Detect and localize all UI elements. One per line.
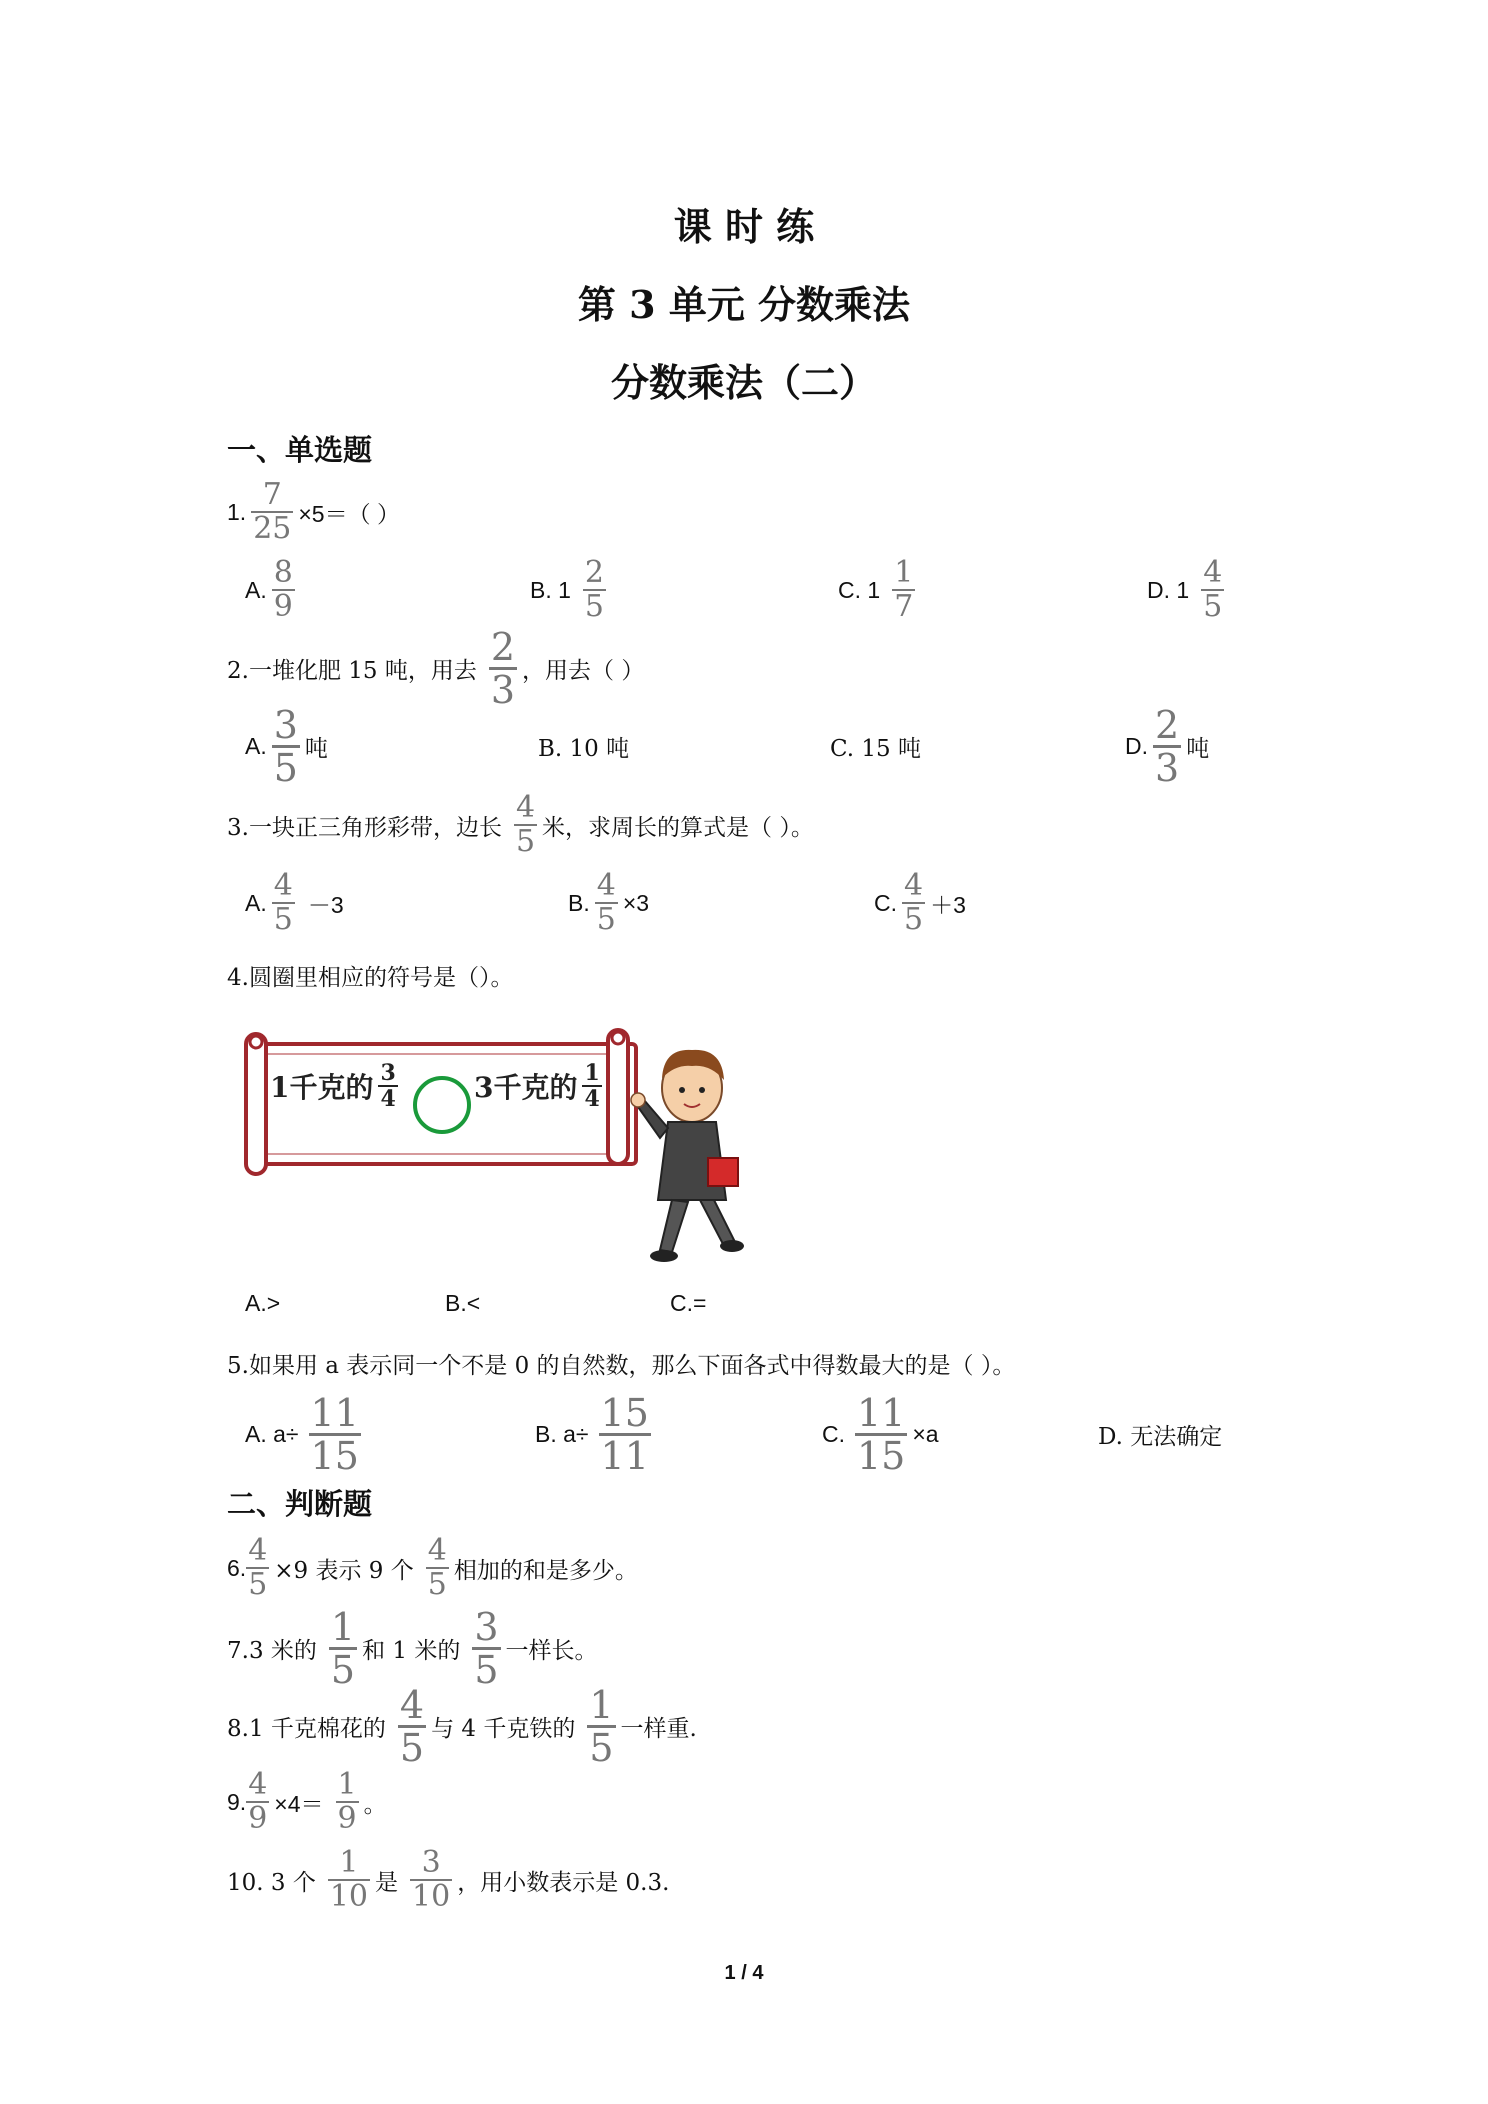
fraction	[410, 1845, 452, 1914]
fraction	[398, 1682, 426, 1770]
fraction	[246, 1533, 269, 1602]
boy-figure	[631, 1050, 744, 1262]
question-text: ×4＝	[274, 1790, 324, 1817]
fraction	[328, 1845, 370, 1914]
fraction	[582, 1062, 601, 1110]
option-a	[245, 702, 328, 790]
question-text-tail: 米，求周长的算式是（ ）。	[542, 814, 814, 841]
banner-right-text: 3千克的	[474, 1071, 578, 1104]
numerator: 8	[273, 555, 293, 590]
option-d	[1147, 555, 1229, 624]
numerator: 1	[589, 1682, 614, 1727]
option-text: ×3	[622, 889, 650, 916]
option-d	[1098, 1396, 1222, 1472]
fraction	[587, 1682, 615, 1770]
question-3	[227, 790, 814, 859]
denominator: 15	[857, 1433, 906, 1478]
denominator: 25	[253, 511, 292, 546]
fraction	[1153, 702, 1181, 790]
denominator: 11	[600, 1433, 649, 1478]
denominator: 5	[474, 1647, 499, 1692]
fraction	[855, 1390, 907, 1478]
denominator: 10	[329, 1879, 369, 1914]
section-heading-true-false: 二、判断题	[227, 1487, 373, 1521]
question-text-mid: 与 4 千克铁的	[431, 1715, 576, 1742]
unit-label: 吨	[304, 735, 328, 762]
numerator: 3	[380, 1060, 396, 1086]
question-2	[227, 624, 645, 712]
question-8	[227, 1682, 697, 1770]
question-text-tail: 一样长。	[505, 1637, 598, 1664]
numerator: 11	[310, 1390, 359, 1435]
numerator: 4	[273, 868, 293, 903]
numerator: 11	[857, 1390, 906, 1435]
fraction	[892, 555, 915, 624]
section-heading-single-choice: 一、单选题	[227, 433, 373, 467]
numerator: 2	[1155, 702, 1180, 747]
option-label: C.	[874, 889, 897, 916]
option-label: B. a÷	[535, 1420, 589, 1447]
option-label: C.	[822, 1420, 845, 1447]
fraction	[329, 1604, 357, 1692]
option-c	[838, 555, 920, 624]
numerator: 4	[596, 868, 616, 903]
fraction	[595, 868, 618, 937]
option-a	[245, 555, 300, 624]
numerator: 15	[600, 1390, 649, 1435]
denominator: 5	[904, 902, 924, 937]
numerator: 3	[273, 702, 298, 747]
option-c	[830, 708, 921, 784]
question-text-tail: 相加的和是多少。	[453, 1557, 638, 1584]
option-label: C. 1	[838, 576, 881, 603]
numerator: 4	[427, 1533, 447, 1568]
question-text: 10. 3 个	[227, 1869, 316, 1896]
numerator: 4	[248, 1767, 268, 1802]
option-label: B.	[568, 889, 590, 916]
denominator: 5	[589, 1725, 614, 1770]
question-7	[227, 1604, 598, 1692]
numerator: 4	[515, 790, 536, 825]
numerator: 2	[490, 624, 516, 669]
fraction	[378, 1062, 397, 1110]
option-a	[245, 868, 344, 937]
denominator: 9	[337, 1801, 357, 1836]
question-text-tail: ，用去（ ）	[522, 657, 645, 684]
denominator: 3	[1155, 745, 1180, 790]
option-text: C. 15 吨	[830, 735, 921, 762]
numerator: 3	[421, 1845, 441, 1880]
denominator: 5	[330, 1647, 356, 1692]
question-4-illustration	[240, 1020, 760, 1280]
denominator: 5	[584, 589, 605, 624]
denominator: 4	[584, 1086, 600, 1112]
fraction	[472, 1604, 500, 1692]
numerator: 4	[248, 1533, 268, 1568]
question-4	[227, 958, 513, 992]
denominator: 5	[515, 824, 536, 859]
numerator: 4	[1203, 555, 1223, 590]
question-text: 5.如果用 a 表示同一个不是 0 的自然数，那么下面各式中得数最大的是（ ）。	[227, 1352, 1016, 1379]
unit-title: 第 3 单元 分数乘法	[577, 282, 911, 327]
denominator: 5	[427, 1567, 447, 1602]
denominator: 9	[248, 1801, 268, 1836]
option-c	[670, 1290, 706, 1317]
option-c	[874, 868, 966, 937]
denominator: 15	[310, 1433, 359, 1478]
denominator: 5	[248, 1567, 268, 1602]
denominator: 5	[399, 1725, 425, 1770]
numerator: 1	[894, 555, 914, 590]
numerator: 3	[474, 1604, 499, 1649]
fraction	[489, 624, 517, 712]
numerator: 1	[339, 1845, 359, 1880]
option-label: D.	[1125, 732, 1148, 759]
page-number: 1 / 4	[724, 1962, 764, 1984]
fraction	[251, 477, 293, 546]
fraction	[514, 790, 537, 859]
denominator: 5	[273, 745, 298, 790]
question-text-mid: 和 1 米的	[362, 1637, 461, 1664]
denominator: 5	[273, 902, 293, 937]
numerator: 2	[584, 555, 605, 590]
option-text: C.=	[670, 1290, 707, 1316]
question-number: 1.	[227, 498, 247, 525]
question-text: 2.一堆化肥 15 吨，用去	[227, 657, 477, 684]
denominator: 4	[380, 1086, 396, 1112]
banner-left-expression	[270, 1062, 403, 1110]
fraction	[583, 555, 606, 624]
fraction	[902, 868, 925, 937]
option-b	[538, 708, 629, 784]
question-6	[227, 1533, 638, 1602]
fraction	[336, 1767, 359, 1836]
question-1	[227, 477, 400, 546]
option-text: D. 无法确定	[1098, 1423, 1223, 1450]
fraction	[426, 1533, 449, 1602]
option-label: D. 1	[1147, 576, 1190, 603]
question-text-tail: 一样重.	[620, 1715, 697, 1742]
denominator: 10	[412, 1879, 451, 1914]
question-text-tail: ，用小数表示是 0.3.	[457, 1869, 670, 1896]
option-b	[530, 555, 611, 624]
page-title: 课 时 练	[673, 204, 815, 249]
question-text-tail: 。	[363, 1791, 387, 1818]
option-a	[245, 1290, 280, 1317]
denominator: 5	[596, 902, 616, 937]
question-text: 8.1 千克棉花的	[227, 1715, 386, 1742]
option-b	[535, 1390, 656, 1478]
numerator: 4	[904, 868, 924, 903]
option-d	[1125, 702, 1210, 790]
question-5	[227, 1346, 1015, 1380]
option-b	[445, 1290, 480, 1317]
numerator: 1	[337, 1767, 357, 1802]
denominator: 9	[273, 589, 293, 624]
option-label: A.	[245, 576, 267, 603]
fraction	[246, 1767, 269, 1836]
question-text: 3.一块正三角形彩带，边长	[227, 814, 502, 841]
question-number: 6.	[227, 1554, 247, 1581]
denominator: 3	[490, 667, 516, 712]
fraction	[272, 555, 295, 624]
numerator: 7	[262, 477, 282, 512]
option-text: A.>	[245, 1290, 281, 1316]
question-number: 9.	[227, 1788, 247, 1815]
fraction	[599, 1390, 651, 1478]
banner-right-expression	[474, 1062, 607, 1110]
scroll-banner-graphic	[240, 1020, 760, 1280]
option-a	[245, 1390, 366, 1478]
question-10	[227, 1845, 670, 1914]
numerator: 1	[584, 1060, 600, 1086]
option-label: A.	[245, 889, 267, 916]
question-text: ×9 表示 9 个	[274, 1557, 414, 1584]
question-text: ×5＝（ ）	[298, 500, 400, 527]
fraction	[272, 868, 295, 937]
question-text: 4.圆圈里相应的符号是（）。	[227, 964, 514, 991]
option-label: A.	[245, 732, 267, 759]
question-text: 7.3 米的	[227, 1637, 317, 1664]
option-c	[822, 1390, 939, 1478]
question-9	[227, 1767, 387, 1836]
option-text: B. 10 吨	[538, 735, 630, 762]
fraction	[1201, 555, 1224, 624]
option-text: ＋3	[930, 891, 966, 918]
banner-left-text: 1千克的	[270, 1071, 374, 1104]
option-b	[568, 868, 650, 937]
option-label: B. 1	[530, 576, 571, 603]
denominator: 7	[894, 589, 914, 624]
fraction	[272, 702, 300, 790]
option-label: A. a÷	[245, 1420, 299, 1447]
denominator: 5	[1203, 589, 1223, 624]
question-text-mid: 是	[375, 1869, 399, 1896]
option-text: ×a	[912, 1420, 939, 1447]
option-text: B.<	[445, 1290, 481, 1316]
numerator: 1	[330, 1604, 356, 1649]
unit-label: 吨	[1186, 735, 1210, 762]
numerator: 4	[399, 1682, 425, 1727]
fraction	[309, 1390, 361, 1478]
option-text: －3	[307, 891, 344, 918]
lesson-title: 分数乘法（二）	[610, 360, 877, 405]
